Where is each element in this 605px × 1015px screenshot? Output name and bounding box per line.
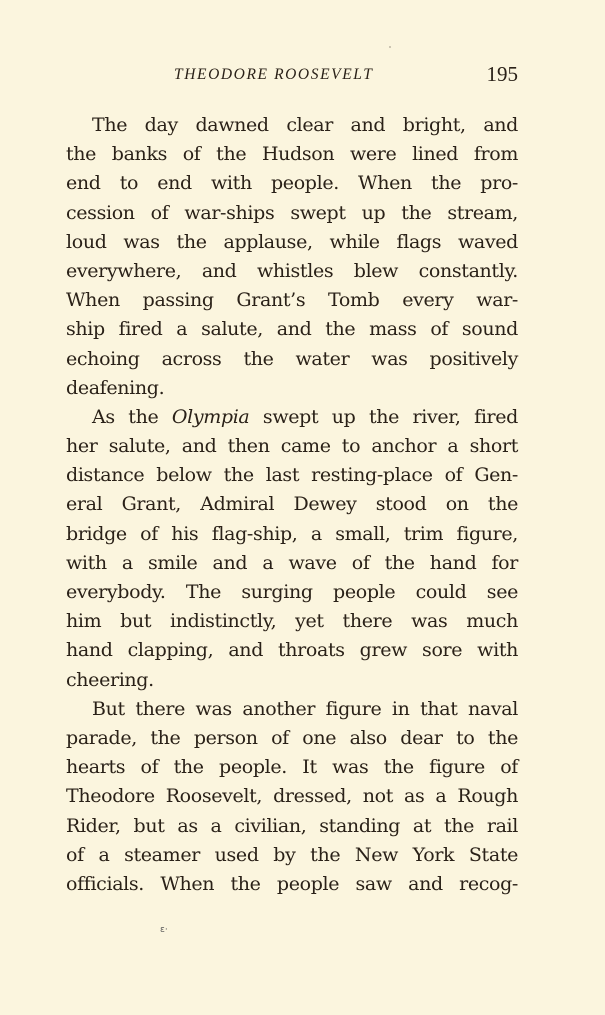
- text-run: swept up the river, fired: [249, 405, 518, 428]
- text-line: everybody. The surging people could see: [66, 581, 518, 603]
- text-line: parade, the person of one also dear to the: [66, 726, 518, 749]
- paper-speck: [389, 46, 391, 48]
- text-line: cheering.: [66, 668, 154, 691]
- text-line: end to end with people. When the pro-: [66, 172, 518, 195]
- running-title: THEODORE ROOSEVELT: [174, 66, 374, 83]
- text-line: the banks of the Hudson were lined from: [66, 143, 518, 166]
- text-line: Rider, but as a civilian, standing at the rail: [66, 814, 518, 837]
- text-line: When passing Grant’s Tomb every war-: [66, 289, 518, 312]
- ship-name-olympia: Olympia: [171, 405, 250, 428]
- text-line: deafening.: [66, 376, 165, 399]
- text-line: with a smile and a wave of the hand for: [66, 551, 518, 574]
- text-line: distance below the last resting-place of Gen-: [66, 464, 518, 487]
- text-line: Theodore Roosevelt, dressed, not as a Rough: [66, 785, 518, 808]
- text-line: officials. When the people saw and recog-: [66, 872, 518, 895]
- body-text: [66, 111, 518, 899]
- text-line: loud was the applause, while flags waved: [66, 230, 518, 253]
- text-run: As the: [92, 405, 172, 428]
- text-line: hand clapping, and throats grew sore with: [66, 639, 518, 662]
- text-line: him but indistinctly, yet there was much: [66, 610, 518, 633]
- text-line: cession of war-ships swept up the stream,: [66, 201, 518, 224]
- page-number: 195: [486, 62, 518, 86]
- text-line: echoing across the water was positively: [66, 347, 518, 370]
- text-line: bridge of his flag-ship, a small, trim figure,: [66, 522, 518, 545]
- text-line: The day dawned clear and bright, and: [92, 114, 518, 136]
- stray-mark: ε·: [160, 925, 168, 935]
- text-line: everywhere, and whistles blew constantly.: [66, 259, 518, 282]
- text-line: eral Grant, Admiral Dewey stood on the: [66, 493, 518, 516]
- running-head: [66, 64, 518, 88]
- text-line: ship fired a salute, and the mass of sound: [66, 318, 518, 341]
- text-line-with-italic: [66, 403, 518, 432]
- text-line: But there was another figure in that naval: [92, 697, 518, 720]
- text-line: her salute, and then came to anchor a short: [66, 435, 518, 458]
- text-line: hearts of the people. It was the figure of: [66, 756, 518, 779]
- text-line: of a steamer used by the New York State: [66, 843, 518, 866]
